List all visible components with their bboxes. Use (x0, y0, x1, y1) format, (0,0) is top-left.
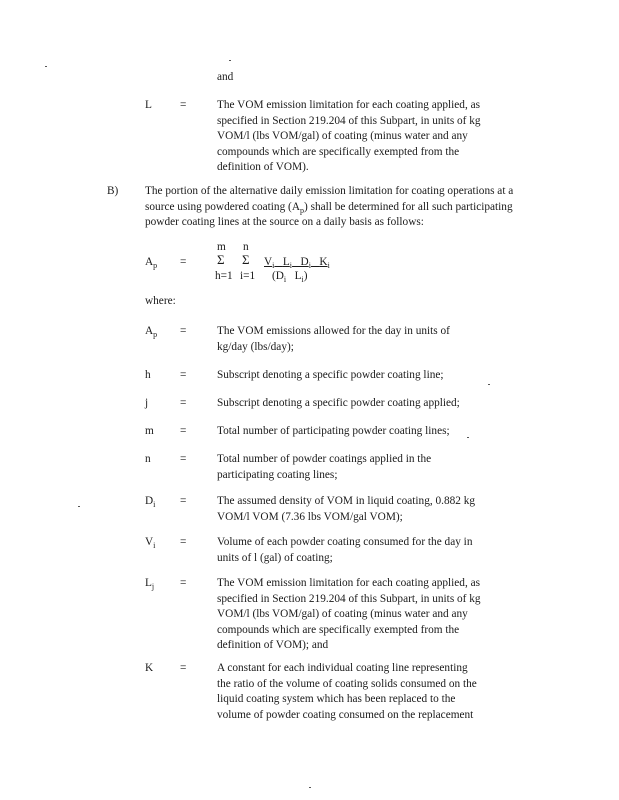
formula-denominator: ($D_i$ $L_i$) (272, 270, 308, 284)
definition-text-line: kg/day (lbs/day); (217, 340, 294, 353)
formula-upper-limit-h: m (217, 241, 226, 253)
scan-speck (467, 437, 469, 438)
l-def-line-2: specified in Section 219.204 of this Subpart, in units of kg (217, 114, 481, 127)
definition-text-line: VOM/l (lbs VOM/gal) of coating (minus water and any (217, 608, 468, 621)
definition-symbol: n (145, 453, 151, 465)
formula-equals: = (180, 256, 187, 268)
connector-and: and (217, 71, 234, 83)
definition-text-line: compounds which are specifically exempted from the (217, 623, 460, 636)
scan-speck (229, 60, 231, 61)
definition-text-line: Subscript denoting a specific powder coating applied; (217, 397, 460, 409)
definition-text-line: A constant for each individual coating line representing (217, 662, 468, 674)
l-def-line-1: The VOM emission limitation for each coating applied, as (217, 99, 481, 111)
scan-speck (309, 787, 311, 788)
formula-sigma-j: Σ (242, 252, 250, 267)
definition-text-line: specified in Section 219.204 of this Subpart, in units of kg (217, 592, 481, 605)
definition-equals: = (180, 99, 187, 111)
definition-equals: = (180, 397, 187, 409)
definition-text-line: the ratio of the volume of coating solids consumed on the (217, 677, 477, 690)
definition-text-line: The VOM emission limitation for each coating applied, as (217, 577, 481, 589)
scan-speck (78, 506, 80, 507)
definition-equals: = (180, 325, 187, 337)
definition-equals: = (180, 495, 187, 507)
definition-equals: = (180, 369, 187, 381)
definition-symbol-l: L (145, 99, 152, 111)
definition-symbol: $L_j$ (145, 577, 155, 591)
definition-symbol: h (145, 369, 151, 381)
formula-lower-limit-h: h=1 (215, 270, 233, 282)
definition-text-line: definition of VOM); and (217, 639, 329, 652)
scan-speck (45, 66, 47, 67)
definition-symbol: $D_i$ (145, 495, 156, 509)
definition-symbol: K (145, 662, 154, 674)
section-b-line-3: powder coating lines at the source on a daily basis as follows: (145, 216, 424, 229)
section-label-b: B) (107, 185, 119, 197)
definition-text-line: volume of powder coating consumed on the replacement (217, 708, 474, 721)
definition-text-line: Total number of participating powder coating lines; (217, 425, 450, 437)
formula-sigma-h: Σ (217, 252, 225, 267)
section-b-line-1: The portion of the alternative daily emission limitation for coating operations at a (145, 185, 514, 197)
formula-lhs: $A_p$ (145, 256, 158, 270)
where-label: where: (145, 295, 176, 307)
formula-numerator: $V_i$ $L_i$ $D_i$ $K_i$ (264, 256, 330, 270)
definition-equals: = (180, 662, 187, 674)
definition-text-line: Volume of each powder coating consumed for the day in (217, 536, 473, 548)
definition-equals: = (180, 425, 187, 437)
formula-upper-limit-j: n (243, 241, 249, 253)
definition-symbol: $A_p$ (145, 325, 158, 339)
definition-text-line: Total number of powder coatings applied in the (217, 453, 432, 465)
definition-equals: = (180, 453, 187, 465)
definition-text-line: liquid coating system which has been replaced to the (217, 693, 456, 706)
definition-text-line: The VOM emissions allowed for the day in units of (217, 325, 450, 337)
definition-text-line: units of l (gal) of coating; (217, 551, 333, 564)
definition-text-line: Subscript denoting a specific powder coating line; (217, 369, 444, 381)
definition-equals: = (180, 577, 187, 589)
definition-symbol: j (145, 397, 149, 409)
definition-text-line: The assumed density of VOM in liquid coating, 0.882 kg (217, 495, 476, 507)
definition-text-line: participating coating lines; (217, 468, 338, 481)
definition-symbol: $V_i$ (145, 536, 156, 550)
definition-equals: = (180, 536, 187, 548)
definition-text-line: VOM/l VOM (7.36 lbs VOM/gal VOM); (217, 510, 403, 523)
l-def-line-3: VOM/l (lbs VOM/gal) of coating (minus water and any (217, 130, 468, 143)
scan-speck (488, 384, 490, 385)
definition-symbol: m (145, 425, 154, 437)
formula-lower-limit-j: i=1 (240, 270, 256, 282)
l-def-line-4: compounds which are specifically exempted from the (217, 145, 460, 158)
section-b-line-2: source using powdered coating $(A_p)$ shall be determined for all such participating (145, 200, 513, 215)
l-def-line-5: definition of VOM). (217, 161, 309, 174)
